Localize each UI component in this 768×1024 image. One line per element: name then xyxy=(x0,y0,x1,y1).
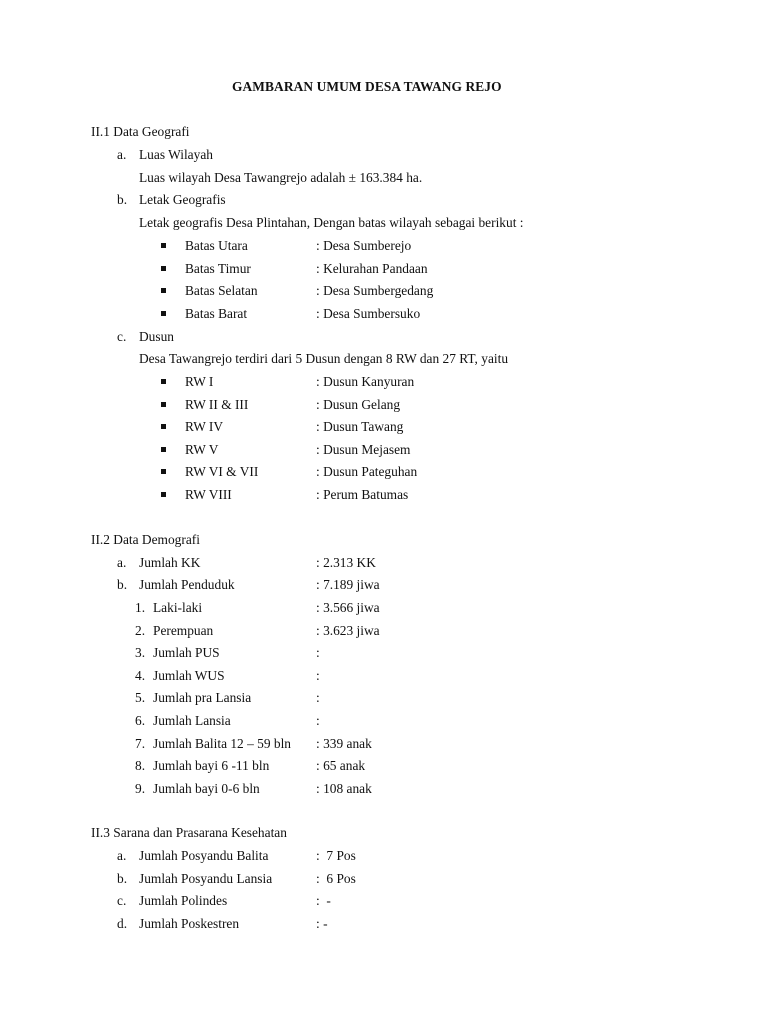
sub-value: : 108 anak xyxy=(316,781,372,796)
section-heading-demografi: II.2 Data Demografi xyxy=(91,532,200,547)
bullet-icon xyxy=(161,402,166,407)
document-title: GAMBARAN UMUM DESA TAWANG REJO xyxy=(232,79,502,94)
sub-value: : xyxy=(316,645,320,660)
bullet-icon xyxy=(161,379,166,384)
rw-value: : Dusun Kanyuran xyxy=(316,374,415,389)
bullet-icon xyxy=(161,447,166,452)
sub-label: Perempuan xyxy=(153,623,214,638)
kesehatan-label: Jumlah Poskestren xyxy=(139,916,240,931)
bullet-icon xyxy=(161,311,166,316)
luas-wilayah-label: Luas Wilayah xyxy=(139,147,213,162)
kesehatan-value: : - xyxy=(316,893,331,908)
list-marker: b. xyxy=(117,577,128,592)
kesehatan-label: Jumlah Posyandu Lansia xyxy=(139,871,273,886)
rw-label: RW IV xyxy=(185,419,224,434)
batas-value: : Desa Sumbergedang xyxy=(316,283,434,298)
rw-label: RW VI & VII xyxy=(185,464,259,479)
list-marker: c. xyxy=(117,329,127,344)
sub-label: Jumlah bayi 0-6 bln xyxy=(153,781,260,796)
sub-value: : xyxy=(316,668,320,683)
sub-marker: 1. xyxy=(135,600,146,615)
luas-wilayah-text: Luas wilayah Desa Tawangrejo adalah ± 163.384 ha. xyxy=(139,170,423,185)
kesehatan-value: : 7 Pos xyxy=(316,848,356,863)
rw-value: : Dusun Mejasem xyxy=(316,442,411,457)
sub-marker: 7. xyxy=(135,736,146,751)
batas-value: : Desa Sumbersuko xyxy=(316,306,421,321)
bullet-icon xyxy=(161,424,166,429)
batas-label: Batas Utara xyxy=(185,238,248,253)
section-heading-geografi: II.1 Data Geografi xyxy=(91,124,190,139)
rw-label: RW I xyxy=(185,374,214,389)
letak-geografis-label: Letak Geografis xyxy=(139,192,226,207)
batas-value: : Kelurahan Pandaan xyxy=(316,261,428,276)
list-marker: d. xyxy=(117,916,128,931)
sub-value: : 3.623 jiwa xyxy=(316,623,380,638)
rw-value: : Dusun Gelang xyxy=(316,397,401,412)
sub-value: : xyxy=(316,690,320,705)
list-marker: a. xyxy=(117,555,127,570)
rw-value: : Dusun Tawang xyxy=(316,419,404,434)
sub-label: Jumlah bayi 6 -11 bln xyxy=(153,758,270,773)
kesehatan-label: Jumlah Posyandu Balita xyxy=(139,848,269,863)
sub-label: Jumlah Lansia xyxy=(153,713,231,728)
batas-label: Batas Timur xyxy=(185,261,251,276)
kesehatan-value: : 6 Pos xyxy=(316,871,356,886)
batas-label: Batas Barat xyxy=(185,306,248,321)
kesehatan-label: Jumlah Polindes xyxy=(139,893,228,908)
kesehatan-value: : - xyxy=(316,916,328,931)
sub-value: : 3.566 jiwa xyxy=(316,600,380,615)
sub-marker: 4. xyxy=(135,668,146,683)
list-marker: c. xyxy=(117,893,127,908)
sub-label: Jumlah WUS xyxy=(153,668,225,683)
dusun-label: Dusun xyxy=(139,329,174,344)
sub-marker: 2. xyxy=(135,623,146,638)
batas-value: : Desa Sumberejo xyxy=(316,238,412,253)
batas-label: Batas Selatan xyxy=(185,283,258,298)
bullet-icon xyxy=(161,492,166,497)
letak-geografis-text: Letak geografis Desa Plintahan, Dengan batas wilayah sebagai berikut : xyxy=(139,215,524,230)
bullet-icon xyxy=(161,288,166,293)
bullet-icon xyxy=(161,266,166,271)
list-marker: b. xyxy=(117,871,128,886)
demografi-value: : 2.313 KK xyxy=(316,555,376,570)
rw-value: : Perum Batumas xyxy=(316,487,409,502)
rw-label: RW V xyxy=(185,442,219,457)
rw-label: RW VIII xyxy=(185,487,232,502)
sub-marker: 3. xyxy=(135,645,146,660)
demografi-label: Jumlah Penduduk xyxy=(139,577,235,592)
sub-value: : xyxy=(316,713,320,728)
list-marker: a. xyxy=(117,848,127,863)
sub-marker: 8. xyxy=(135,758,146,773)
demografi-value: : 7.189 jiwa xyxy=(316,577,380,592)
list-marker: a. xyxy=(117,147,127,162)
sub-label: Jumlah Balita 12 – 59 bln xyxy=(153,736,291,751)
sub-marker: 5. xyxy=(135,690,146,705)
bullet-icon xyxy=(161,469,166,474)
sub-label: Laki-laki xyxy=(153,600,203,615)
rw-label: RW II & III xyxy=(185,397,249,412)
list-marker: b. xyxy=(117,192,128,207)
sub-label: Jumlah pra Lansia xyxy=(153,690,252,705)
sub-value: : 65 anak xyxy=(316,758,366,773)
sub-label: Jumlah PUS xyxy=(153,645,220,660)
sub-marker: 6. xyxy=(135,713,146,728)
bullet-icon xyxy=(161,243,166,248)
sub-marker: 9. xyxy=(135,781,146,796)
rw-value: : Dusun Pateguhan xyxy=(316,464,418,479)
demografi-label: Jumlah KK xyxy=(139,555,201,570)
dusun-text: Desa Tawangrejo terdiri dari 5 Dusun dengan 8 RW dan 27 RT, yaitu xyxy=(139,351,509,366)
sub-value: : 339 anak xyxy=(316,736,372,751)
section-heading-kesehatan: II.3 Sarana dan Prasarana Kesehatan xyxy=(91,825,287,840)
